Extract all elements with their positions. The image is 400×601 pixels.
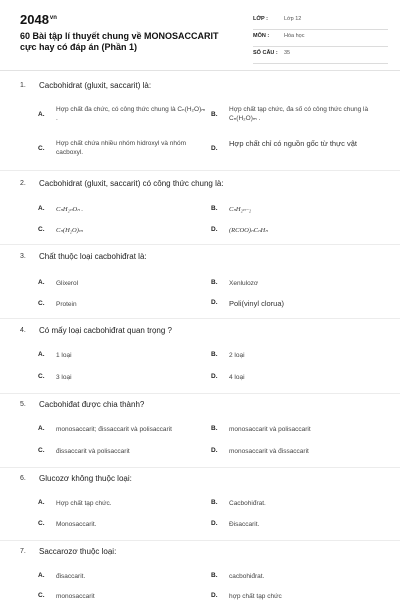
option-letter: C.	[38, 300, 45, 307]
meta-row-subject	[253, 30, 388, 47]
option-text: 2 loại	[229, 352, 245, 359]
header-divider	[0, 70, 400, 71]
option-letter: A.	[38, 351, 45, 358]
meta-row-class	[253, 13, 388, 30]
question-number: 1.	[20, 82, 26, 89]
document-title: 60 Bài tập lí thuyết chung về MONOSACCARIT cực hay có đáp án (Phần 1)	[20, 31, 219, 52]
question-6	[20, 473, 390, 528]
option-text: Cₙ(H₂O)ₘ	[56, 227, 83, 234]
site-logo[interactable]	[20, 12, 57, 27]
option-text: Poli(vinyl clorua)	[229, 299, 285, 308]
question-number: 7.	[20, 548, 26, 555]
option-letter: D.	[211, 373, 218, 380]
document-meta	[253, 13, 388, 64]
option-letter: A.	[38, 425, 45, 432]
meta-row-count	[253, 47, 388, 64]
option-text: hợp chất tạp chức	[229, 593, 282, 600]
option-letter: B.	[211, 499, 218, 506]
question-separator	[0, 467, 400, 468]
option-letter: C.	[38, 520, 45, 527]
option-text: CₙH₂ₙOₙ .	[56, 206, 84, 213]
question-4	[20, 325, 390, 381]
option-letter: C.	[38, 226, 45, 233]
question-header	[20, 178, 390, 192]
option-text: Glixerol	[56, 280, 79, 287]
meta-key: LỚP :	[253, 16, 268, 22]
question-text: Saccarozơ thuộc loại:	[39, 547, 117, 556]
option-text: Hợp chất tạp chức.	[56, 500, 112, 507]
option-letter: C.	[38, 373, 45, 380]
option-text: monosaccarit; đissaccarit và polisaccarit	[56, 426, 172, 433]
question-separator	[0, 318, 400, 319]
question-separator	[0, 393, 400, 394]
option-letter: A.	[38, 279, 45, 286]
option-letter: B.	[211, 425, 218, 432]
question-header	[20, 399, 390, 413]
question-text: Cacbohidrat (gluxit, saccarit) là:	[39, 81, 152, 90]
option-letter: B.	[211, 279, 218, 286]
question-number: 6.	[20, 475, 26, 482]
option-letter: A.	[38, 499, 45, 506]
option-letter: D.	[211, 226, 218, 233]
option-text: cacbohiđrat.	[229, 573, 265, 580]
question-text: Glucozơ không thuộc loại:	[39, 474, 132, 483]
meta-value: Lớp 12	[284, 16, 302, 22]
question-header	[20, 473, 390, 487]
question-separator	[0, 244, 400, 245]
meta-value: Hóa học	[284, 33, 305, 39]
option-letter: A.	[38, 111, 45, 118]
option-text: 3 loại	[56, 374, 72, 381]
option-letter: D.	[211, 447, 218, 454]
meta-value: 35	[284, 50, 291, 56]
option-letter: C.	[38, 145, 45, 152]
question-1	[20, 80, 390, 156]
option-text: Hợp chất chứa nhiều nhóm hidroxyl và nhóm cacboxyl.	[56, 140, 187, 156]
logo-suffix: vn	[49, 14, 57, 21]
question-header	[20, 80, 390, 94]
option-letter: A.	[38, 205, 45, 212]
option-text: Protein	[56, 301, 77, 308]
question-text: Cacbohiđat được chia thành?	[39, 400, 145, 409]
question-separator	[0, 170, 400, 171]
option-text: 1 loại	[56, 352, 72, 359]
option-text: Hợp chất chỉ có nguồn gốc từ thực vật	[229, 139, 357, 148]
option-text: Monosaccarit.	[56, 521, 97, 528]
question-5	[20, 399, 390, 455]
option-text: 4 loại	[229, 374, 245, 381]
question-number: 5.	[20, 401, 26, 408]
option-letter: C.	[38, 592, 45, 599]
option-text: Cacbohiđrat.	[229, 500, 266, 507]
option-text: đissaccarit và polisaccarit	[56, 448, 130, 455]
option-letter: B.	[211, 111, 218, 118]
question-header	[20, 325, 390, 339]
question-7	[20, 546, 390, 600]
option-letter: A.	[38, 572, 45, 579]
question-header	[20, 251, 390, 265]
question-number: 3.	[20, 253, 26, 260]
option-text: monosaccarit và polisaccarit	[229, 426, 311, 433]
option-letter: D.	[211, 299, 218, 306]
option-letter: D.	[211, 592, 218, 599]
option-text: monosaccarit và đissaccarit	[229, 448, 309, 455]
option-text: đisaccarit.	[56, 573, 86, 580]
meta-key: SỐ CÂU :	[253, 50, 278, 56]
option-letter: B.	[211, 572, 218, 579]
question-3	[20, 251, 390, 308]
document-header	[0, 0, 400, 70]
option-text: CₙH₂ₙ₋₂	[229, 206, 252, 213]
question-header	[20, 546, 390, 560]
meta-key: MÔN :	[253, 33, 270, 39]
question-separator	[0, 540, 400, 541]
option-letter: C.	[38, 447, 45, 454]
question-number: 4.	[20, 327, 26, 334]
logo-text: 2048	[20, 12, 49, 27]
option-text: Đisaccarit.	[229, 521, 260, 528]
question-text: Có mấy loại cacbohiđrat quan trọng ?	[39, 326, 172, 335]
question-number: 2.	[20, 180, 26, 187]
option-text: monosaccarit	[56, 593, 95, 600]
option-text: Xenlulozơ	[229, 280, 259, 287]
option-text: (RCOO)ₙCₙHₙ	[229, 227, 268, 234]
option-letter: D.	[211, 520, 218, 527]
option-text: Hợp chất tạp chức, đa số có công thức chung là Cₙ(H₂O)ₘ .	[229, 106, 369, 122]
option-text: Hợp chất đa chức, có công thức chung là Cₙ(H₂O)ₘ .	[56, 106, 206, 122]
option-letter: B.	[211, 351, 218, 358]
option-letter: B.	[211, 205, 218, 212]
question-text: Cacbohidrat (gluxit, saccarit) có công thức chung là:	[39, 179, 224, 188]
question-2	[20, 178, 390, 234]
question-text: Chất thuộc loại cacbohiđrat là:	[39, 252, 147, 261]
option-letter: D.	[211, 145, 218, 152]
